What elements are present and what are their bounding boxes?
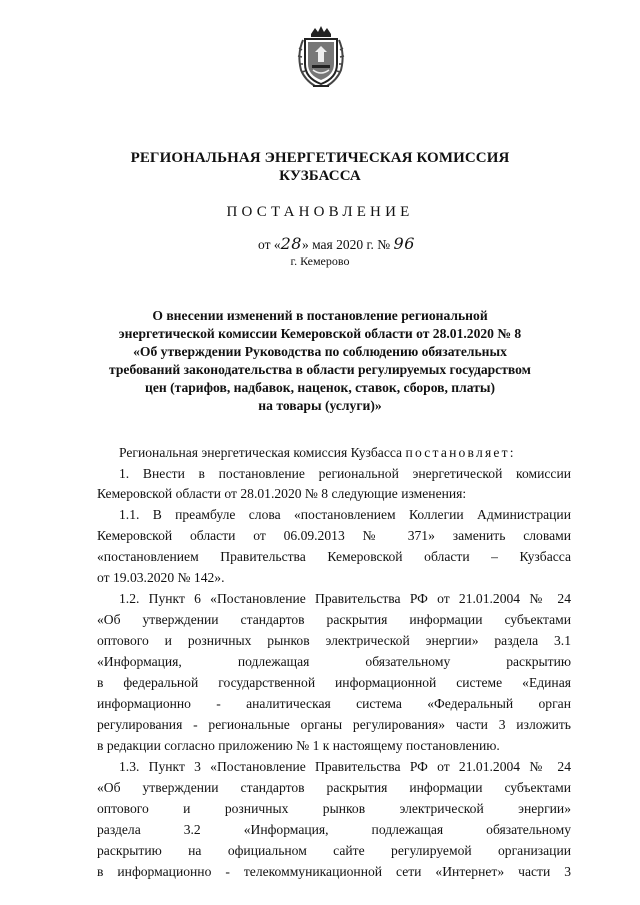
title-line-3: «Об утверждении Руководства по соблюдению обязательных <box>133 344 507 359</box>
paragraph-1-1-line-3: «постановлением Правительства Кемеровской области – Кузбасса <box>97 549 571 564</box>
paragraph-1-line-1: 1. Внести в постановление региональной энергетической комиссии <box>119 466 571 481</box>
paragraph-1-3-line-3: оптового и розничных рынков электрической энергии» <box>97 801 571 816</box>
paragraph-1-3-line-6: в информационно - телекоммуникационной сети «Интернет» части 3 <box>97 864 571 879</box>
paragraph-1-3-line-4: раздела 3.2 «Информация, подлежащая обязательному <box>97 822 571 837</box>
paragraph-1-2-line-7: регулирования - региональные органы регулирования» части 3 изложить <box>97 717 571 732</box>
title-line-1: О внесении изменений в постановление региональной <box>152 308 488 323</box>
intro-text: Региональная энергетическая комиссия Кузбасса <box>119 445 403 460</box>
org-name-line-1: РЕГИОНАЛЬНАЯ ЭНЕРГЕТИЧЕСКАЯ КОМИССИЯ <box>130 150 510 166</box>
document-type: ПОСТАНОВЛЕНИЕ <box>226 204 414 220</box>
title-line-4: требований законодательства в области регулируемых государством <box>109 362 531 377</box>
coat-of-arms-icon <box>295 24 347 90</box>
intro-line <box>119 444 516 462</box>
document-number-handwritten: 96 <box>393 234 415 253</box>
paragraph-1-3-line-1: 1.3. Пункт 3 «Постановление Правительства РФ от 21.01.2004 № 24 <box>119 759 571 774</box>
intro-verb: постановляет: <box>405 445 516 460</box>
paragraph-1-2-line-1: 1.2. Пункт 6 «Постановление Правительства РФ от 21.01.2004 № 24 <box>119 591 571 606</box>
date-middle: » мая 2020 г. № <box>301 237 391 252</box>
paragraph-1-1-line-4: от 19.03.2020 № 142». <box>97 570 225 585</box>
document-date-line <box>258 234 415 253</box>
date-prefix: от « <box>258 237 281 252</box>
paragraph-1-3-line-2: «Об утверждении стандартов раскрытия информации субъектами <box>97 780 571 795</box>
title-line-6: на товары (услуги)» <box>258 398 382 413</box>
paragraph-1-line-2: Кемеровской области от 28.01.2020 № 8 следующие изменения: <box>97 486 467 501</box>
paragraph-1-2-line-4: «Информация, подлежащая обязательному раскрытию <box>97 654 571 669</box>
paragraph-1-3-line-5: раскрытию на официальном сайте регулируемой организации <box>97 843 571 858</box>
paragraph-1-2-line-5: в федеральной государственной информационной системе «Единая <box>97 675 571 690</box>
document-city: г. Кемерово <box>290 254 350 268</box>
org-name-line-2: КУЗБАССА <box>279 168 361 184</box>
paragraph-1-2-line-8: в редакции согласно приложению № 1 к настоящему постановлению. <box>97 738 500 753</box>
paragraph-1-2-line-6: информационно - аналитическая система «Федеральный орган <box>97 696 571 711</box>
date-day-handwritten: 28 <box>280 234 302 253</box>
title-line-5: цен (тарифов, надбавок, наценок, ставок, сборов, платы) <box>144 380 496 395</box>
paragraph-1-2-line-2: «Об утверждении стандартов раскрытия информации субъектами <box>97 612 571 627</box>
paragraph-1-2-line-3: оптового и розничных рынков электрической энергии» раздела 3.1 <box>97 633 571 648</box>
paragraph-1-1-line-2: Кемеровской области от 06.09.2013 № 371» заменить словами <box>97 528 571 543</box>
paragraph-1-1-line-1: 1.1. В преамбуле слова «постановлением Коллегии Администрации <box>119 507 571 522</box>
title-line-2: энергетической комиссии Кемеровской области от 28.01.2020 № 8 <box>118 326 522 341</box>
